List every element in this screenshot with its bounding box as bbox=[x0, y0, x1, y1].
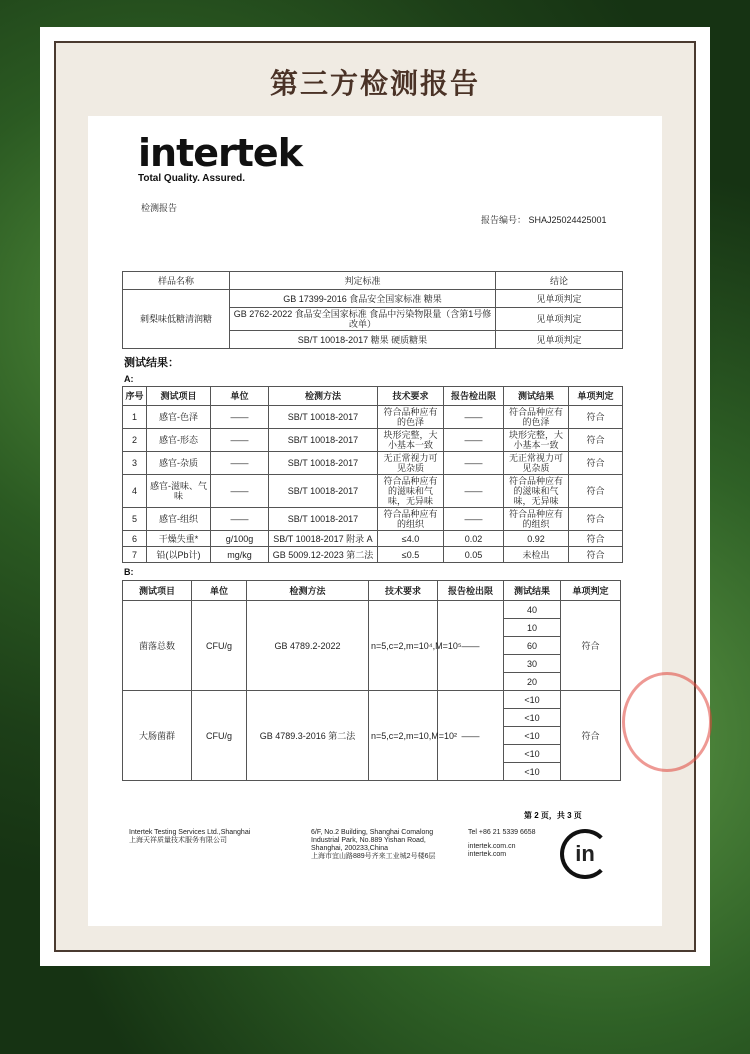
inspection-stamp bbox=[622, 672, 712, 772]
table-cell-req: n=5,c=2,m=10,M=10² bbox=[369, 691, 438, 781]
table-cell: 符合 bbox=[569, 508, 623, 531]
header-row bbox=[123, 272, 623, 290]
table-cell: mg/kg bbox=[211, 547, 269, 563]
table-cell-item: 菌落总数 bbox=[123, 601, 192, 691]
table-row bbox=[123, 406, 623, 429]
table-cell: 符合 bbox=[569, 406, 623, 429]
table-cell: 2 bbox=[123, 429, 147, 452]
conclusion: 见单项判定 bbox=[496, 331, 623, 349]
sample-name: 刺梨味低糖清润糖 bbox=[123, 290, 230, 349]
table-row bbox=[123, 601, 621, 619]
address-line: 6/F, No.2 Building, Shanghai Comalong bbox=[311, 829, 434, 836]
table-cell-method: GB 4789.2-2022 bbox=[247, 601, 369, 691]
verdict: 符合 bbox=[561, 691, 621, 781]
table-cell: —— bbox=[211, 406, 269, 429]
column-header: 技术要求 bbox=[378, 387, 444, 406]
conclusion: 见单项判定 bbox=[496, 308, 623, 331]
table-cell: 块形完整，大小基本一致 bbox=[504, 429, 569, 452]
footer-company bbox=[122, 829, 311, 845]
section-a-label: A: bbox=[124, 374, 134, 384]
table-cell: —— bbox=[444, 452, 504, 475]
table-cell: 符合品种应有的色泽 bbox=[504, 406, 569, 429]
address-line: 上海市宜山路889号齐来工业城2号楼6层 bbox=[311, 853, 436, 860]
table-cell: SB/T 10018-2017 bbox=[269, 452, 378, 475]
result-value: <10 bbox=[504, 691, 561, 709]
table-cell: —— bbox=[444, 508, 504, 531]
summary-table bbox=[122, 271, 623, 349]
intertek-seal-icon: in bbox=[560, 829, 610, 879]
table-cell: 符合品种应有的色泽 bbox=[378, 406, 444, 429]
result-value: <10 bbox=[504, 727, 561, 745]
column-header: 技术要求 bbox=[369, 581, 438, 601]
section-b-label: B: bbox=[124, 567, 134, 577]
table-cell-req: n=5,c=2,m=10⁴,M=10⁵ bbox=[369, 601, 438, 691]
table-cell: SB/T 10018-2017 bbox=[269, 475, 378, 508]
column-header: 单位 bbox=[192, 581, 247, 601]
table-cell: GB 5009.12-2023 第二法 bbox=[269, 547, 378, 563]
table-cell: —— bbox=[211, 452, 269, 475]
table-cell: 符合 bbox=[569, 429, 623, 452]
verdict: 符合 bbox=[561, 601, 621, 691]
standard: GB 2762-2022 食品安全国家标准 食品中污染物限量（含第1号修改单） bbox=[230, 308, 496, 331]
table-cell: SB/T 10018-2017 bbox=[269, 406, 378, 429]
table-cell: —— bbox=[444, 429, 504, 452]
table-cell: 无正常视力可见杂质 bbox=[378, 452, 444, 475]
table-row bbox=[123, 531, 623, 547]
table-cell: 符合品种应有的组织 bbox=[378, 508, 444, 531]
conclusion: 见单项判定 bbox=[496, 290, 623, 308]
column-header: 序号 bbox=[123, 387, 147, 406]
column-header: 样品名称 bbox=[123, 272, 230, 290]
footer bbox=[122, 829, 622, 879]
table-cell: —— bbox=[211, 475, 269, 508]
table-cell: 符合品种应有的滋味和气味，无异味 bbox=[378, 475, 444, 508]
table-cell: —— bbox=[444, 406, 504, 429]
table-cell: 符合 bbox=[569, 452, 623, 475]
table-cell: 0.02 bbox=[444, 531, 504, 547]
column-header: 检测方法 bbox=[269, 387, 378, 406]
website[interactable]: intertek.com bbox=[468, 851, 507, 858]
result-value: 20 bbox=[504, 673, 561, 691]
table-cell: 感官-杂质 bbox=[147, 452, 211, 475]
column-header: 判定标准 bbox=[230, 272, 496, 290]
table-cell: 4 bbox=[123, 475, 147, 508]
table-cell: 7 bbox=[123, 547, 147, 563]
company-cn: 上海天祥质量技术服务有限公司 bbox=[129, 837, 227, 844]
table-cell: 6 bbox=[123, 531, 147, 547]
standard: SB/T 10018-2017 糖果 硬质糖果 bbox=[230, 331, 496, 349]
column-header: 测试项目 bbox=[123, 581, 192, 601]
table-cell: 0.92 bbox=[504, 531, 569, 547]
table-cell: 感官-色泽 bbox=[147, 406, 211, 429]
telephone: Tel +86 21 5339 6658 bbox=[468, 829, 536, 836]
result-value: 30 bbox=[504, 655, 561, 673]
column-header: 单项判定 bbox=[569, 387, 623, 406]
results-table-a bbox=[122, 386, 623, 563]
table-cell: 感官-滋味、气味 bbox=[147, 475, 211, 508]
column-header: 单位 bbox=[211, 387, 269, 406]
table-row bbox=[123, 290, 623, 308]
table-cell: SB/T 10018-2017 bbox=[269, 508, 378, 531]
column-header: 单项判定 bbox=[561, 581, 621, 601]
table-row bbox=[123, 691, 621, 709]
column-header: 测试结果 bbox=[504, 581, 561, 601]
report-document bbox=[88, 116, 662, 926]
table-cell-unit: CFU/g bbox=[192, 601, 247, 691]
table-cell: 符合 bbox=[569, 475, 623, 508]
website-cn[interactable]: intertek.com.cn bbox=[468, 843, 516, 850]
table-cell: —— bbox=[211, 508, 269, 531]
column-header: 测试结果 bbox=[504, 387, 569, 406]
address-line: Shanghai, 200233,China bbox=[311, 845, 389, 852]
table-cell: 未检出 bbox=[504, 547, 569, 563]
table-cell-unit: CFU/g bbox=[192, 691, 247, 781]
table-cell-method: GB 4789.3-2016 第二法 bbox=[247, 691, 369, 781]
logo-tagline: Total Quality. Assured. bbox=[138, 173, 246, 184]
table-cell: 5 bbox=[123, 508, 147, 531]
standard: GB 17399-2016 食品安全国家标准 糖果 bbox=[230, 290, 496, 308]
table-cell: ≤0.5 bbox=[378, 547, 444, 563]
table-cell: 符合品种应有的组织 bbox=[504, 508, 569, 531]
table-cell: 感官-形态 bbox=[147, 429, 211, 452]
header-row bbox=[123, 581, 621, 601]
result-value: 60 bbox=[504, 637, 561, 655]
table-row bbox=[123, 452, 623, 475]
column-header: 结论 bbox=[496, 272, 623, 290]
table-cell: 符合 bbox=[569, 531, 623, 547]
address-line: Industrial Park, No.889 Yishan Road, bbox=[311, 837, 426, 844]
column-header: 检测方法 bbox=[247, 581, 369, 601]
header-row bbox=[123, 387, 623, 406]
footer-contact bbox=[468, 829, 560, 859]
table-cell: 块形完整，大小基本一致 bbox=[378, 429, 444, 452]
table-cell: 感官-组织 bbox=[147, 508, 211, 531]
column-header: 报告检出限 bbox=[444, 387, 504, 406]
table-row bbox=[123, 508, 623, 531]
result-value: <10 bbox=[504, 745, 561, 763]
table-row bbox=[123, 547, 623, 563]
table-cell: g/100g bbox=[211, 531, 269, 547]
table-cell: —— bbox=[211, 429, 269, 452]
table-cell: 1 bbox=[123, 406, 147, 429]
table-cell: 符合 bbox=[569, 547, 623, 563]
result-value: <10 bbox=[504, 763, 561, 781]
result-value: 10 bbox=[504, 619, 561, 637]
table-cell-item: 大肠菌群 bbox=[123, 691, 192, 781]
table-cell: SB/T 10018-2017 bbox=[269, 429, 378, 452]
table-cell: 0.05 bbox=[444, 547, 504, 563]
table-cell: 3 bbox=[123, 452, 147, 475]
column-header: 报告检出限 bbox=[438, 581, 504, 601]
table-cell: ≤4.0 bbox=[378, 531, 444, 547]
results-table-b bbox=[122, 580, 621, 781]
result-value: 40 bbox=[504, 601, 561, 619]
column-header: 测试项目 bbox=[147, 387, 211, 406]
table-cell: 干燥失重* bbox=[147, 531, 211, 547]
results-title: 测试结果： bbox=[124, 357, 179, 369]
table-cell-limit: —— bbox=[438, 601, 504, 691]
result-value: <10 bbox=[504, 709, 561, 727]
footer-address bbox=[311, 829, 468, 861]
company-en: Intertek Testing Services Ltd.,Shanghai bbox=[129, 829, 251, 836]
page-title: 第三方检测报告 bbox=[269, 67, 480, 100]
intertek-logo: intertek bbox=[138, 131, 302, 175]
table-cell: 无正常视力可见杂质 bbox=[504, 452, 569, 475]
table-cell-limit: —— bbox=[438, 691, 504, 781]
page-number: 第 2 页，共 3 页 bbox=[524, 811, 582, 820]
report-label: 检测报告 bbox=[141, 203, 178, 213]
table-row bbox=[123, 429, 623, 452]
table-cell: SB/T 10018-2017 附录 A bbox=[269, 531, 378, 547]
table-cell: —— bbox=[444, 475, 504, 508]
table-cell: 符合品种应有的滋味和气味，无异味 bbox=[504, 475, 569, 508]
table-row bbox=[123, 475, 623, 508]
table-cell: 铅(以Pb计) bbox=[147, 547, 211, 563]
report-number: 报告编号： SHAJ25024425001 bbox=[481, 215, 607, 225]
